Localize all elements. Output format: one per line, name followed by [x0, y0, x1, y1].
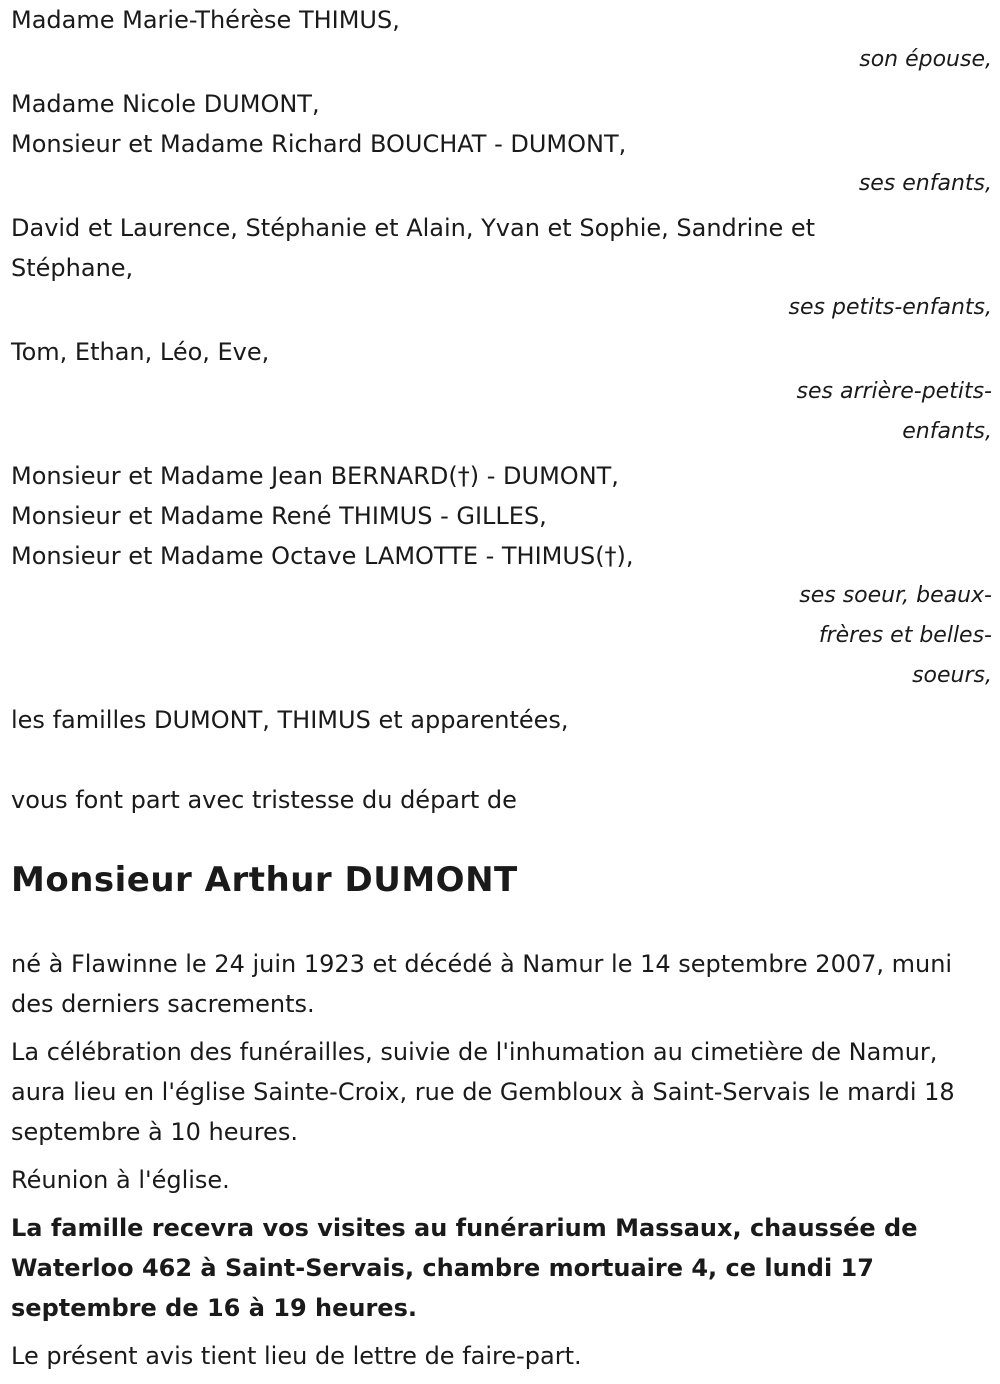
child-name: Monsieur et Madame Richard BOUCHAT - DUMONT,: [11, 130, 627, 158]
birth-death-paragraph: né à Flawinne le 24 juin 1923 et décédé à Namur le 14 septembre 2007, muni des derniers sacrements.: [11, 950, 953, 1018]
spouse-group: [11, 0, 992, 80]
spouse-name: Madame Marie-Thérèse THIMUS,: [11, 6, 400, 34]
sibling-name: Monsieur et Madame Octave LAMOTTE - THIMUS(†),: [11, 542, 634, 570]
great-grandchildren-names: Tom, Ethan, Léo, Eve,: [11, 338, 270, 366]
child-name: Madame Nicole DUMONT,: [11, 90, 320, 118]
closing-paragraph: Le présent avis tient lieu de lettre de faire-part.: [11, 1342, 582, 1370]
deceased-name: Monsieur Arthur DUMONT: [11, 860, 518, 900]
siblings-group: [11, 456, 992, 696]
sibling-name: Monsieur et Madame René THIMUS - GILLES,: [11, 502, 547, 530]
grandchildren-names: David et Laurence, Stéphanie et Alain, Yvan et Sophie, Sandrine et Stéphane,: [11, 214, 816, 282]
announcement-line: vous font part avec tristesse du départ de: [11, 786, 517, 814]
ceremony-paragraph: La célébration des funérailles, suivie de l'inhumation au cimetière de Namur, aura lieu en l'église Sainte-Croix, rue de Gembloux à Saint-Servais le mardi 18 septembre à 10 heures.: [11, 1038, 955, 1146]
meeting-paragraph: Réunion à l'église.: [11, 1166, 230, 1194]
great-grandchildren-role: ses arrière-petits-enfants,: [796, 379, 992, 444]
children-group: [11, 84, 992, 204]
grandchildren-role: ses petits-enfants,: [788, 295, 992, 320]
great-grandchildren-group: [11, 332, 992, 452]
sibling-name: Monsieur et Madame Jean BERNARD(†) - DUMONT,: [11, 462, 619, 490]
spouse-role: son épouse,: [859, 47, 992, 72]
families-line: les familles DUMONT, THIMUS et apparentées,: [11, 706, 569, 734]
children-role: ses enfants,: [858, 171, 992, 196]
obituary-notice: [11, 0, 992, 1384]
siblings-role: ses soeur, beaux-frères et belles-soeurs,: [799, 583, 992, 688]
grandchildren-group: [11, 208, 992, 328]
visits-paragraph: La famille recevra vos visites au funérarium Massaux, chaussée de Waterloo 462 à Saint-Servais, chambre mortuaire 4, ce lundi 17 septembre de 16 à 19 heures.: [11, 1214, 918, 1322]
